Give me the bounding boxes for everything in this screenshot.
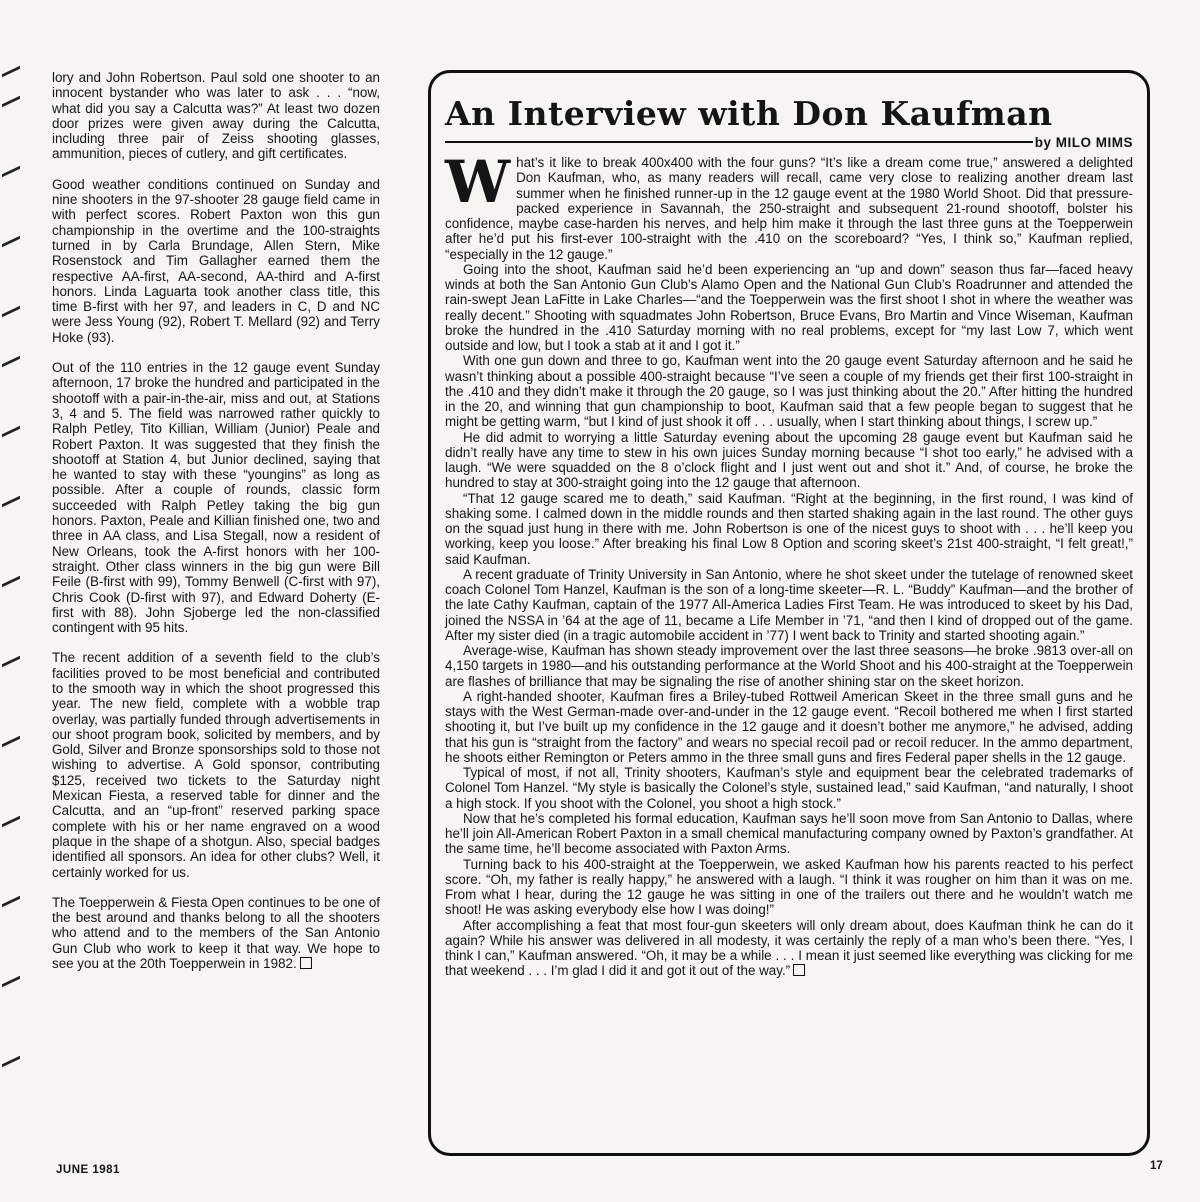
article-paragraph: A right-handed shooter, Kaufman fires a Briley-tubed Rottweil American Skeet in the three small guns and he stays with the West German-made over-and-under in the 12 gauge event. “Recoil bothered me when I first started shooting it, but I’ve built up my confidence in the 12 gauge and it doesn’t bother me anymore,” he advised, adding that his gun is “straight from the factory” and wears no special recoil pad or recoil reducer. In the ammo department, he shoots either Remington or Peters ammo in the three small guns and fires Federal paper shells in the 12 gauge. — [445, 688, 1133, 765]
article-paragraph-text: After accomplishing a feat that most four-gun skeeters will only dream about, does Kaufman think he can do it again? While his answer was delivered in all modesty, it was certainly the reply of a man who’s been there. “Yes, I think I can,” Kaufman answered. “Oh, it may be a while . . . I mean it just seemed like everything was clicking for me that weekend . . . I’m glad I did it and got it out of the way.” — [445, 917, 1133, 979]
left-paragraph: Out of the 110 entries in the 12 gauge event Sunday afternoon, 17 broke the hundred and participated in the shootoff with a pair-in-the-air, miss and out, at Stations 3, 4 and 5. The field was narrowed rather quickly to Ralph Petley, Tito Killian, William (Junior) Peale and Robert Paxton. It was suggested that they finish the shootoff at Station 4, but Junior declined, saying that he wanted to stay with these “youngins” as long as possible. After a couple of rounds, classic form succeeded with Ralph Petley taking the big gun honors. Paxton, Peale and Killian finished one, two and three in AA class, and Lisa Stegall, now a resident of New Orleans, took the A-first honors with her 100-straight. Other class winners in the big gun were Bill Feile (B-first with 99), Tommy Benwell (C-first with 97), Chris Cook (D-first with 97), and Edward Doherty (E-first with 88). John Sjoberge led the non-classified contingent with 95 hits. — [52, 360, 380, 636]
end-mark-icon — [300, 957, 312, 969]
article-paragraph-last — [445, 918, 1133, 979]
page-number: 17 — [1150, 1160, 1163, 1172]
article-paragraph: Now that he’s completed his formal education, Kaufman says he’ll soon move from San Antonio to Dallas, where he’ll join All-American Robert Paxton in a small chemical manufacturing company owned by Paxton’s grandfather. At the same time, he’ll become associated with Paxton Arms. — [445, 810, 1133, 857]
left-paragraph: Good weather conditions continued on Sunday and nine shooters in the 97-shooter 28 gauge field came in with perfect scores. Robert Paxton won this gun championship in the overtime and the 100-straights turned in by Carla Brundage, Allen Stern, Mike Rosenstock and Tim Gallagher earned them the respective AA-first, AA-second, AA-third and A-first honors. Linda Laguarta took another class title, this time B-first with her 97, and leaders in C, D and NC were Jess Young (92), Robert T. Mellard (92) and Terry Hoke (93). — [52, 176, 380, 345]
end-mark-icon — [793, 964, 805, 976]
article-body — [445, 148, 1133, 979]
article-lead-paragraph — [445, 148, 1133, 262]
byline-row — [445, 133, 1133, 151]
left-paragraph: The recent addition of a seventh field to the club’s facilities proved to be most beneficial and contributed to the smooth way in which the shoot progressed this year. The new field, complete with a wobble trap overlay, was partially funded through advertisements in our shoot program book, solicited by members, and by Gold, Silver and Bronze sponsorships sold to those not wishing to advertise. A Gold sponsor, contributing $125, received two tickets to the Saturday night Mexican Fiesta, a reserved table for dinner and the Calcutta, and an “up-front” reserved parking space complete with his or her name engraved on a wood plaque in the shape of a shotgun. Also, special badges identified all sponsors. An idea for other clubs? Well, it certainly worked for us. — [52, 650, 380, 880]
article-paragraph: Typical of most, if not all, Trinity shooters, Kaufman’s style and equipment bear the celebrated trademarks of Colonel Tom Hanzel. “My style is basically the Colonel’s style, sustained lead,” said Kaufman, “and naturally, I shoot a high stock. If you shoot with the Colonel, you shoot a high stock.” — [445, 765, 1133, 811]
issue-date: JUNE 1981 — [56, 1164, 120, 1176]
byline-rule — [445, 141, 1033, 143]
article-title: An Interview with Don Kaufman — [445, 94, 1053, 133]
article-paragraph: Turning back to his 400-straight at the Toepperwein, we asked Kaufman how his parents reacted to his perfect score. “Oh, my father is really happy,” he answered with a laugh. “I think it was rougher on him than it was on me. From what I hear, during the 12 gauge he was sitting in one of the trailers out there and he wouldn’t watch me shoot! He was asking everybody else how I was doing!” — [445, 856, 1133, 918]
article-paragraph: Going into the shoot, Kaufman said he’d been experiencing an “up and down” season thus far—faced heavy winds at both the San Antonio Gun Club’s Alamo Open and the National Gun Club’s Roadrunner and attended the rain-swept Jean LaFitte in Lake Charles—“and the Toepperwein was the first shoot I shot in where the weather was really decent.” Shooting with squadmates John Robertson, Bruce Evans, Bro Martin and Vince Wiseman, Kaufman broke the hundred in the .410 Saturday morning with no real problems, except for “my last Low 7, which went outside and low, but I took a stab at it and I got it.” — [445, 261, 1133, 353]
article-box — [428, 70, 1150, 1156]
drop-cap: W — [445, 148, 511, 216]
article-paragraph: With one gun down and three to go, Kaufman went into the 20 gauge event Saturday afternoon and he said he wasn’t thinking about a possible 400-straight because “I’ve seen a couple of my friends get their first 100-straight in the .410 and they didn’t make it through the 20 gauge, so I was just thinking about the 20.” After hitting the hundred in the 20, and winning that gun championship to boot, Kaufman said that a few people began to suggest that he might be getting warm, “but I kind of just shook it off . . . usually, when I start thinking about things, I screw up.” — [445, 353, 1133, 430]
scan-binding-edge — [0, 60, 26, 1110]
left-paragraph-last — [52, 895, 380, 971]
article-paragraph: “That 12 gauge scared me to death,” said Kaufman. “Right at the beginning, in the first round, I was kind of shaking some. I calmed down in the middle rounds and then started shaking again in the last round. The other guys on the squad just hung in there with me. John Robertson is one of the nicest guys to shoot with . . . he’ll keep you working, keep you loose.” After breaking his final Low 8 Option and scoring skeet’s 21st 400-straight, “I felt great!,” said Kaufman. — [445, 490, 1133, 567]
article-paragraph: Average-wise, Kaufman has shown steady improvement over the last three seasons—he broke .9813 over-all on 4,150 targets in 1980—and his outstanding performance at the World Shoot and his 400-straight at the Toepperwein are flashes of brilliance that may be signaling the rise of another shining star on the skeet horizon. — [445, 643, 1133, 689]
left-paragraph-text: The Toepperwein & Fiesta Open continues to be one of the best around and thanks belong to all the shooters who attend and to the members of the San Antonio Gun Club who work to keep it that way. We hope to see you at the 20th Toepperwein in 1982. — [52, 894, 380, 972]
left-column — [52, 70, 380, 986]
article-paragraph: He did admit to worrying a little Saturday evening about the upcoming 28 gauge event but Kaufman said he didn’t really have any time to stew in his own juices Sunday morning because “I shot too early,” he advised with a laugh. “We were squadded on the 8 o’clock flight and I just went out and shot it.” And, of course, he broke the hundred to stay at 300-straight going into the 12 gauge that afternoon. — [445, 429, 1133, 491]
left-paragraph: lory and John Robertson. Paul sold one shooter to an innocent bystander who was later to ask . . . “now, what did you say a Calcutta was?” At least two dozen door prizes were given away during the Calcutta, including three pair of Zeiss shooting glasses, ammunition, pieces of cutlery, and gift certificates. — [52, 70, 380, 162]
article-lead-text: hat’s it like to break 400x400 with the four guns? “It’s like a dream come true,” answered a delighted Don Kaufman, who, as many readers will recall, came very close to realizing another dream last summer when he finished runner-up in the 12 gauge event at the 1980 World Shoot. Did that pressure-packed experience in Savannah, the 250-straight and subsequent 21-round shootoff, bolster his confidence, maybe case-harden his nerves, and help him make it through the last three guns at the Toepperwein after he’d put his first-ever 100-straight with the .410 on the scoreboard? “Yes, I think so,” Kaufman replied, “especially in the 12 gauge.” — [445, 155, 1133, 262]
byline: by MILO MIMS — [1034, 134, 1133, 150]
article-paragraph: A recent graduate of Trinity University in San Antonio, where he shot skeet under the tutelage of renowned skeet coach Colonel Tom Hanzel, Kaufman is the son of a long-time skeeter—R. L. “Buddy” Kaufman—and the brother of the late Cathy Kaufman, captain of the 1977 All-America Ladies First Team. He was introduced to skeet by his Dad, joined the NSSA in ’64 at the age of 11, became a Life Member in ’71, “and then I kind of dropped out of the game. After my sister died (in a tragic automobile accident in ’77) I went back to Trinity and started shooting again.” — [445, 566, 1133, 643]
